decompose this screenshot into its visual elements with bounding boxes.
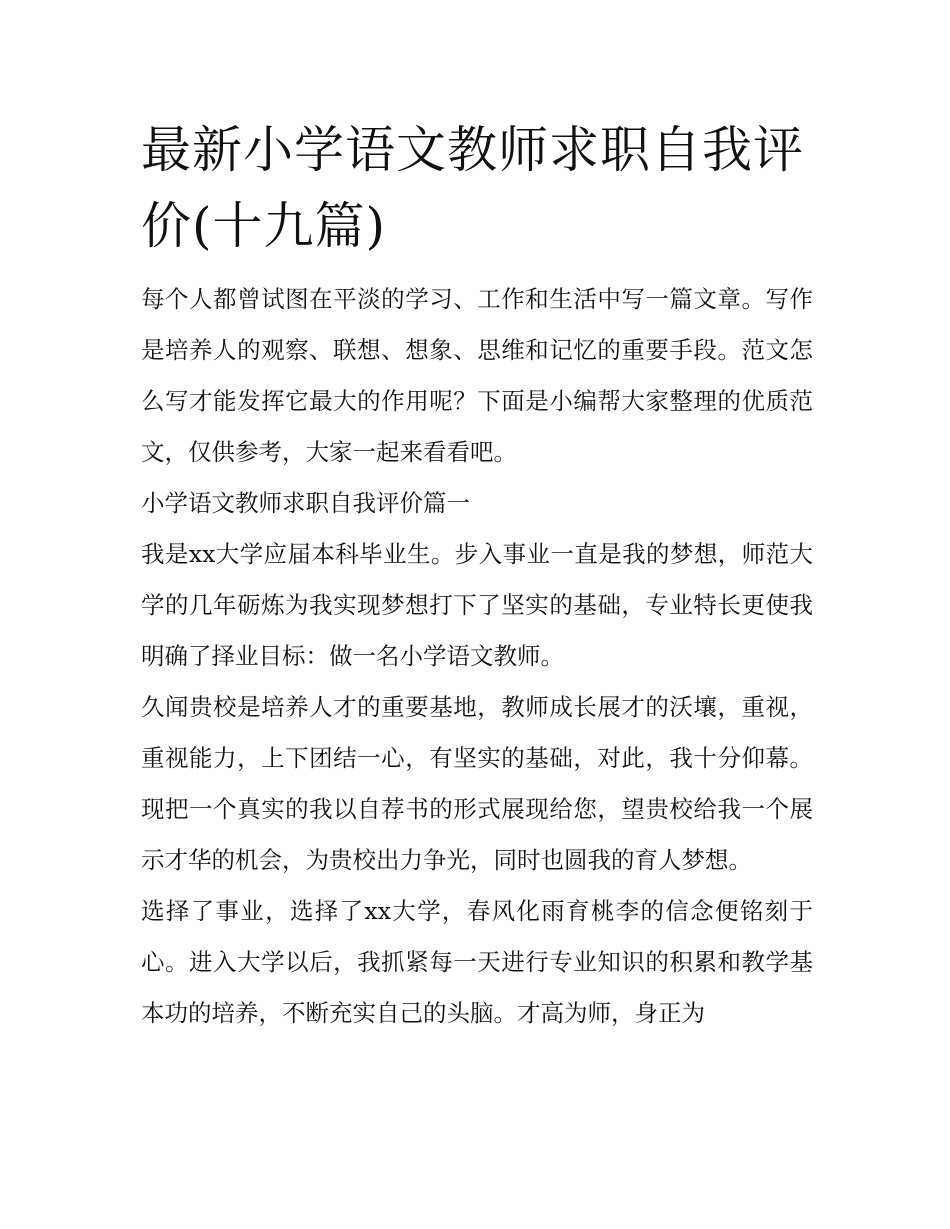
body-paragraph: 选择了事业，选择了xx大学，春风化雨育桃李的信念便铭刻于心。进入大学以后，我抓紧每一天进行专业知识的积累和教学基本功的培养，不断充实自己的头脑。才高为师，身正为 [141,897,813,1027]
document-body [141,274,813,1039]
document-page [141,112,813,1039]
body-paragraph: 我是xx大学应届本科毕业生。步入事业一直是我的梦想，师范大学的几年砺炼为我实现梦想打下了坚实的基础，专业特长更使我明确了择业目标：做一名小学语文教师。 [141,540,813,670]
body-paragraph: 久闻贵校是培养人才的重要基地，教师成长展才的沃壤，重视，重视能力，上下团结一心，有坚实的基础，对此，我十分仰幕。现把一个真实的我以自荐书的形式展现给您，望贵校给我一个展示才华的机会，为贵校出力争光，同时也圆我的育人梦想。 [141,693,813,874]
section-heading: 小学语文教师求职自我评价篇一 [141,489,470,517]
intro-paragraph: 每个人都曾试图在平淡的学习、工作和生活中写一篇文章。写作是培养人的观察、联想、想象、思维和记忆的重要手段。范文怎么写才能发挥它最大的作用呢？下面是小编帮大家整理的优质范文，仅供参考，大家一起来看看吧。 [141,285,813,466]
document-title: 最新小学语文教师求职自我评价(十九篇) [141,121,804,255]
